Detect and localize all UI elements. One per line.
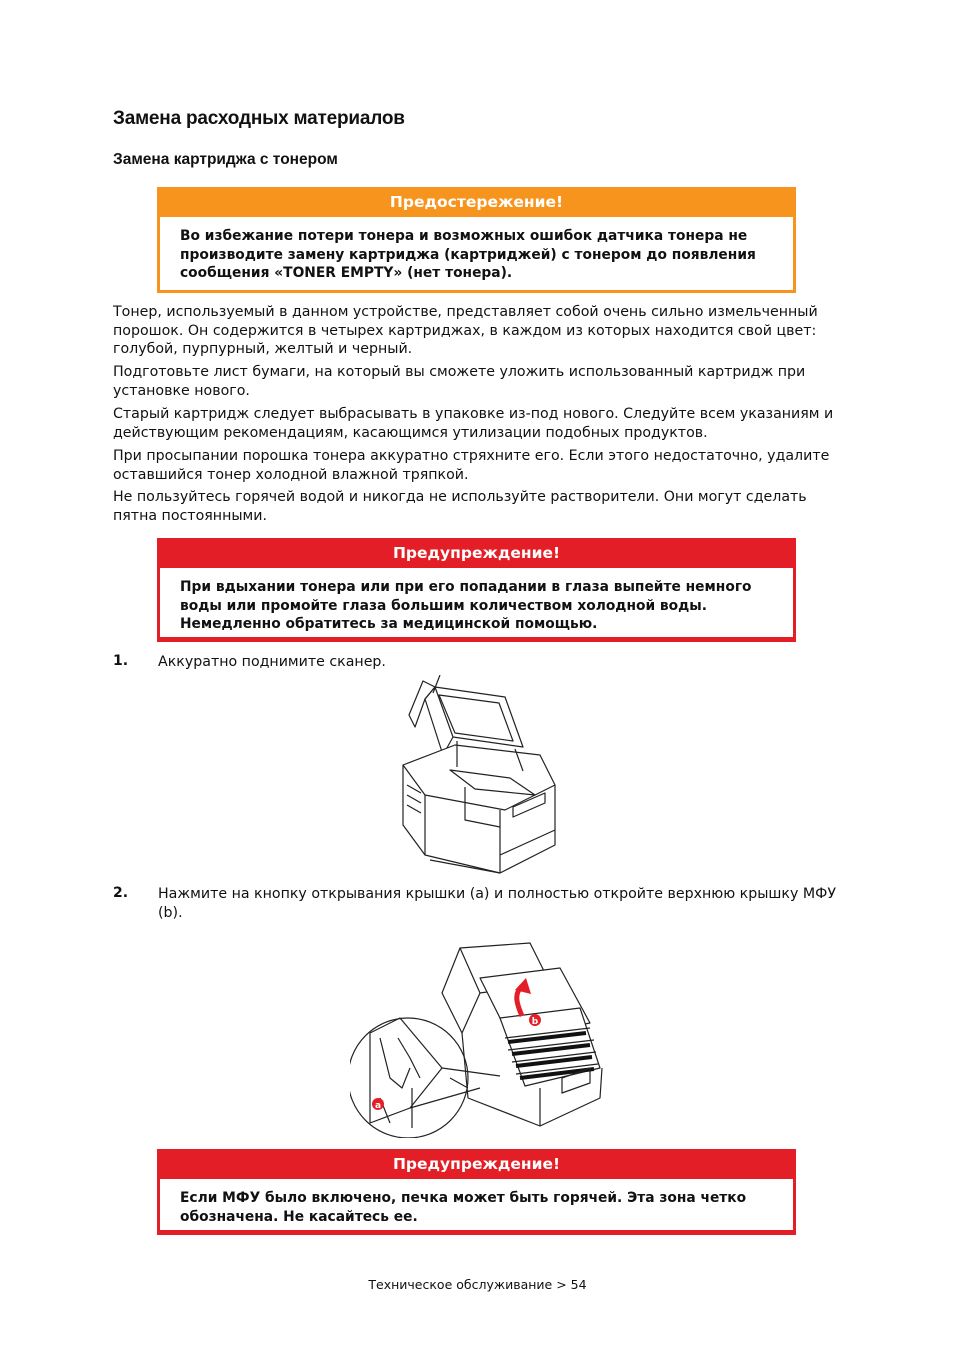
step-number: 1.: [113, 653, 129, 669]
paragraph-disposal: Старый картридж следует выбрасывать в упаковке из-под нового. Следуйте всем указаниям и действующим рекомендациям, касающимся утилизации подобных продуктов.: [113, 406, 834, 441]
caution-title: Предостережение!: [157, 187, 796, 217]
paragraph-solvents: Не пользуйтесь горячей водой и никогда не используйте растворители. Они могут сделать пятна постоянными.: [113, 489, 807, 524]
callout-a: a: [374, 1101, 382, 1111]
section-heading: Замена картриджа с тонером: [113, 151, 338, 168]
paragraph-toner: Тонер, используемый в данном устройстве, представляет собой очень сильно измельченный порошок. Он содержится в четырех картриджах, в каждом из которых находится свой цвет: голубой, пурпурный, желтый и черный.: [113, 304, 818, 357]
step-number: 2.: [113, 885, 129, 901]
warning-text: Если МФУ было включено, печка может быть горячей. Эта зона четко обозначена. Не касайтесь ее.: [157, 1179, 796, 1233]
warning-title: Предупреждение!: [157, 538, 796, 568]
warning-title: Предупреждение!: [157, 1149, 796, 1179]
printer-scanner-open-illustration: [395, 675, 565, 880]
warning-notice-fuser: [157, 1149, 796, 1233]
warning-text: При вдыхании тонера или при его попадании в глаза выпейте немного воды или промойте глаза большим количеством холодной воды. Немедленно обратитесь за медицинской помощью.: [157, 568, 796, 640]
step-text: Нажмите на кнопку открывания крышки (а) и полностью откройте верхнюю крышку МФУ (b).: [158, 886, 836, 921]
step-text: Аккуратно поднимите сканер.: [158, 654, 386, 670]
printer-top-cover-open-illustration: [350, 938, 612, 1138]
paragraph-spill: При просыпании порошка тонера аккуратно стряхните его. Если этого недостаточно, удалите оставшийся тонер холодной влажной тряпкой.: [113, 448, 830, 483]
caution-notice: [157, 187, 796, 293]
paragraph-paper: Подготовьте лист бумаги, на который вы сможете уложить использованный картридж при установке нового.: [113, 364, 806, 399]
warning-notice-inhalation: [157, 538, 796, 640]
callout-b: b: [531, 1017, 539, 1027]
caution-text: Во избежание потери тонера и возможных ошибок датчика тонера не производите замену картриджа (картриджей) с тонером до появления сообщения «TONER EMPTY» (нет тонера).: [157, 217, 796, 293]
page-footer: Техническое обслуживание > 54: [368, 1277, 587, 1292]
page-heading: Замена расходных материалов: [113, 108, 405, 129]
